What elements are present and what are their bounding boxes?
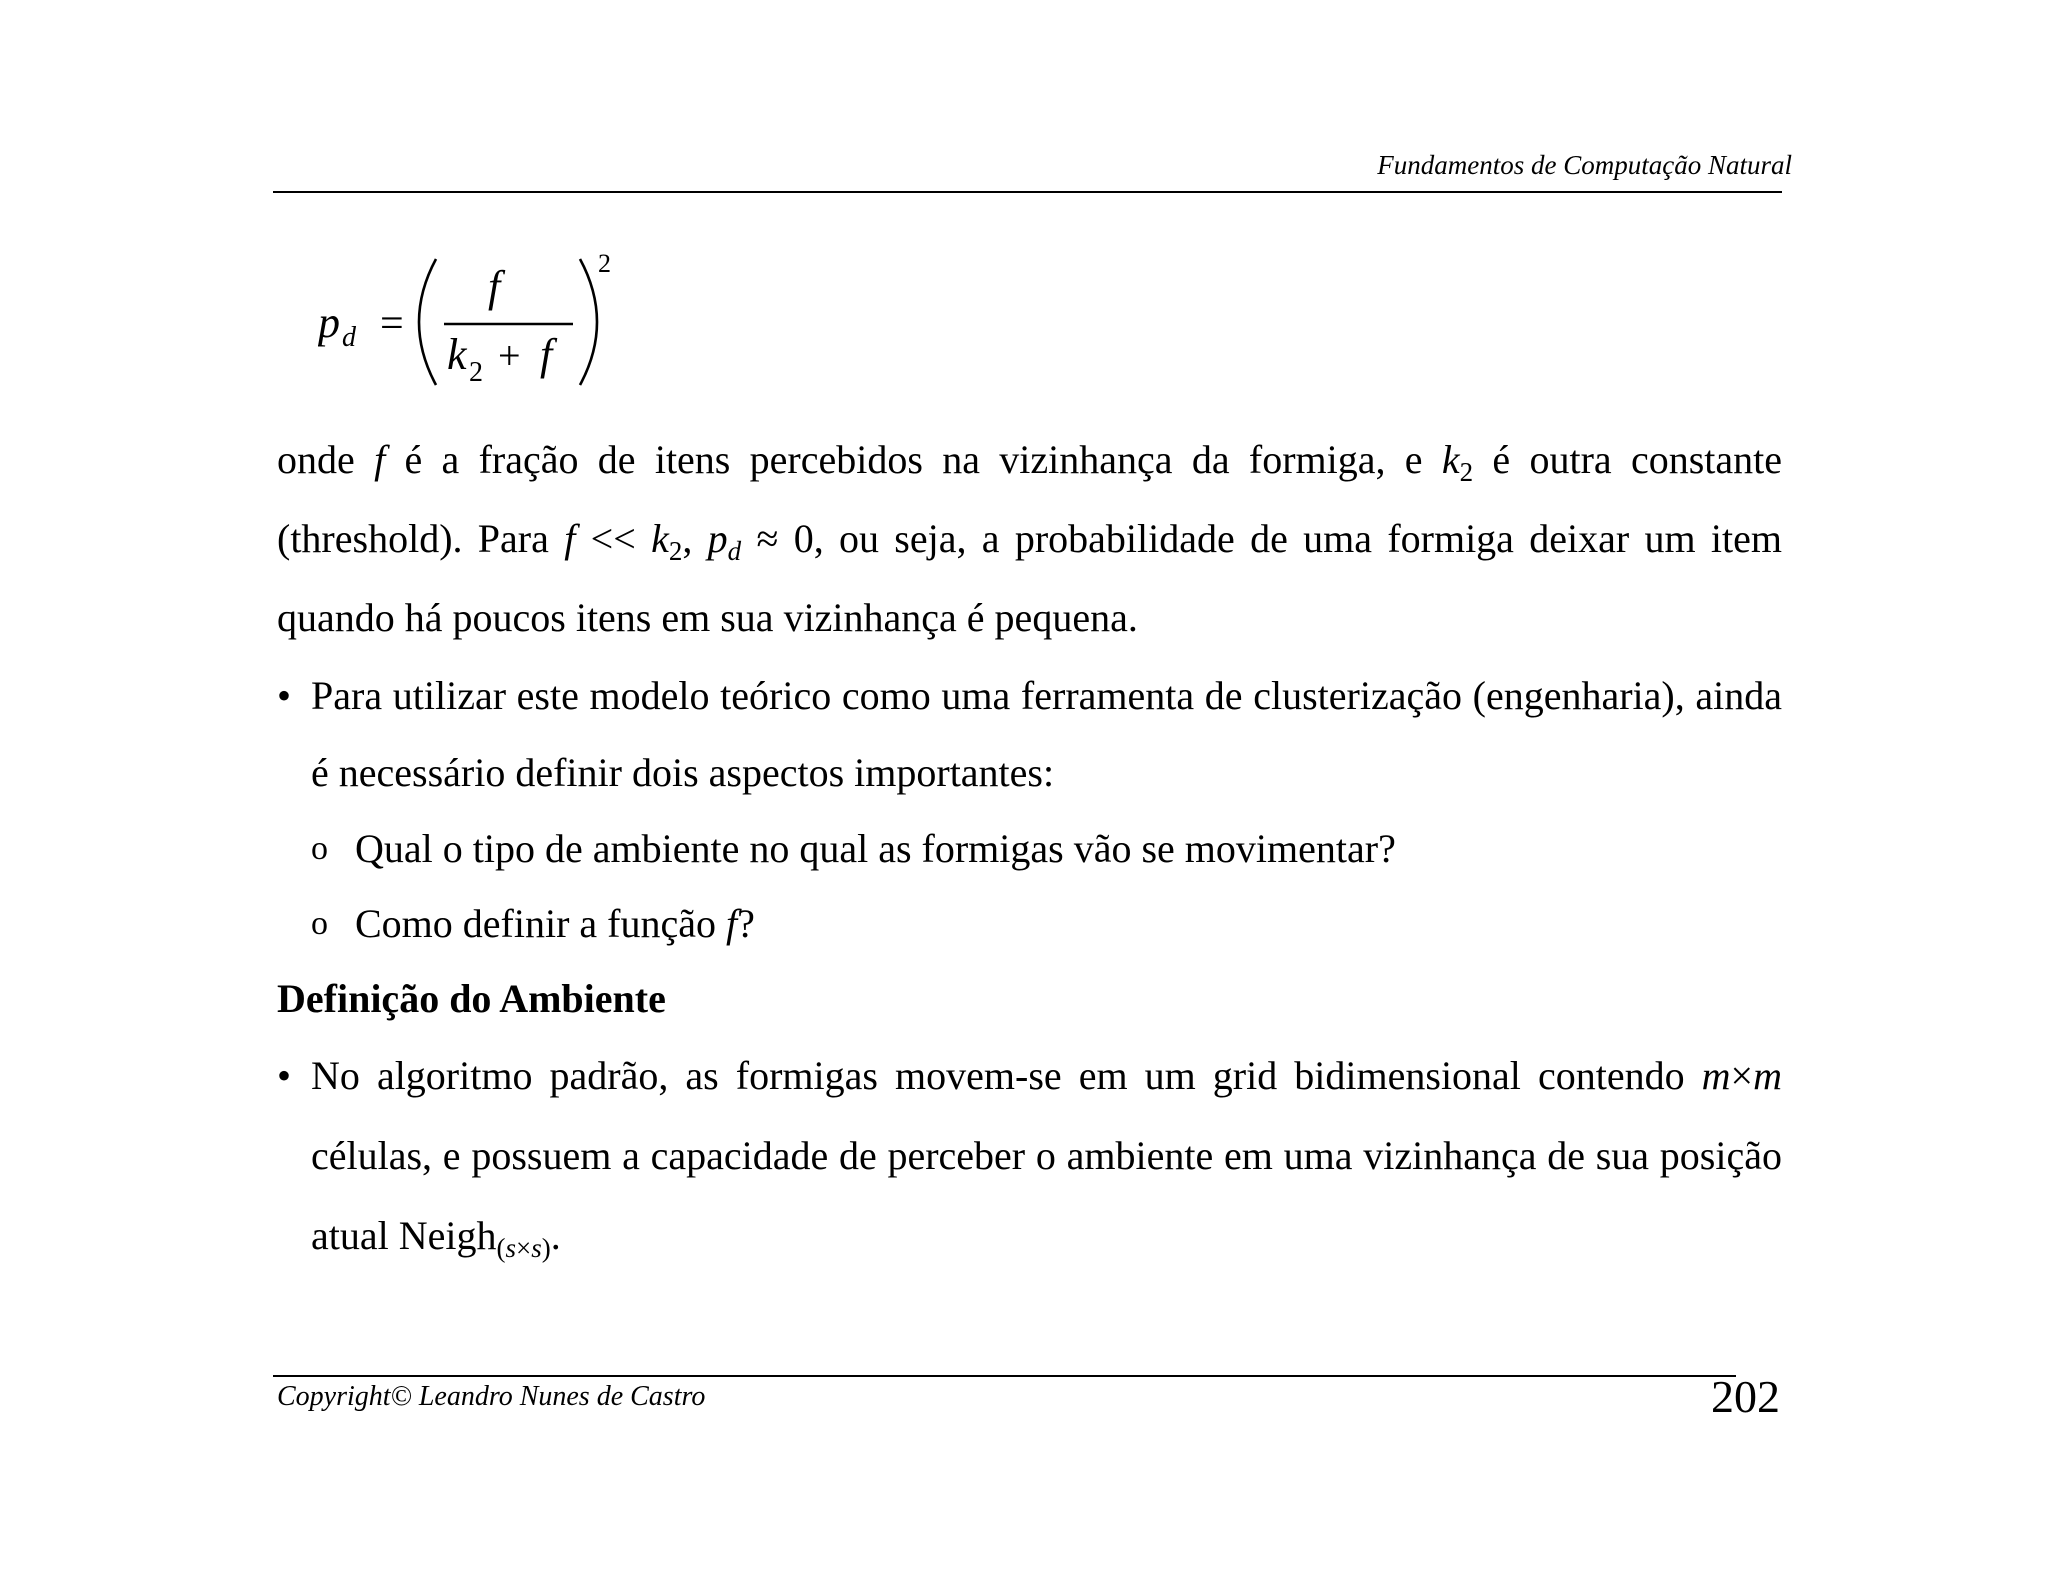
footer-divider xyxy=(273,1375,1736,1377)
bullet-clustering-tool xyxy=(277,657,1782,811)
section-heading: Definição do Ambiente xyxy=(277,976,666,1021)
formula-equals: = xyxy=(380,301,404,347)
sub-item-function-question: o Como definir a função f? xyxy=(277,886,1782,961)
probability-formula xyxy=(318,245,618,395)
running-header-title: Fundamentos de Computação Natural xyxy=(1377,150,1792,180)
formula-lhs-var: p xyxy=(318,298,340,347)
page-number: 202 xyxy=(1711,1371,1780,1422)
sub-item-environment-question xyxy=(277,811,1782,886)
bullet-marker: • xyxy=(277,673,292,718)
bullet-text: Para utilizar este modelo teórico como uma ferramenta de clusterização (engenharia), ainda é necessário definir dois aspectos importantes: xyxy=(311,673,1782,795)
formula-denominator-f: f xyxy=(540,330,553,379)
formula-exponent: 2 xyxy=(598,249,611,278)
formula-denominator-k: k xyxy=(447,330,467,379)
sub-bullet-marker: o xyxy=(311,905,328,942)
sub-bullet-marker: o xyxy=(311,830,328,867)
bullet-marker: • xyxy=(277,1053,292,1098)
sub-item-text: Qual o tipo de ambiente no qual as formigas vão se movimentar? xyxy=(355,826,1396,871)
formula-right-paren xyxy=(580,259,597,385)
formula-denominator-plus: + xyxy=(498,333,521,378)
formula-lhs-sub: d xyxy=(342,322,356,353)
page-body xyxy=(277,420,1782,1276)
formula-denominator-k-sub: 2 xyxy=(469,357,483,388)
footer-copyright: Copyright© Leandro Nunes de Castro xyxy=(277,1381,706,1412)
explanation-paragraph: onde f é a fração de itens percebidos na vizinhança da formiga, e $k_2$ é outra constante (threshold). Para $f << k_2$, $p_d \approx 0$, ou seja, a probabilidade de uma formiga deixar um item quando há poucos itens em sua vizinhança é pequena. xyxy=(277,437,1782,640)
bullet-grid-description: • No algoritmo padrão, as formigas movem-se em um grid bidimensional contendo m×m células, e possuem a capacidade de perceber o ambiente em uma vizinhança de sua posição atual Neigh$_{(s\times s)}$. xyxy=(277,1036,1782,1276)
header-divider xyxy=(273,191,1782,193)
formula-numerator: f xyxy=(488,262,501,311)
formula-left-paren xyxy=(419,259,436,385)
